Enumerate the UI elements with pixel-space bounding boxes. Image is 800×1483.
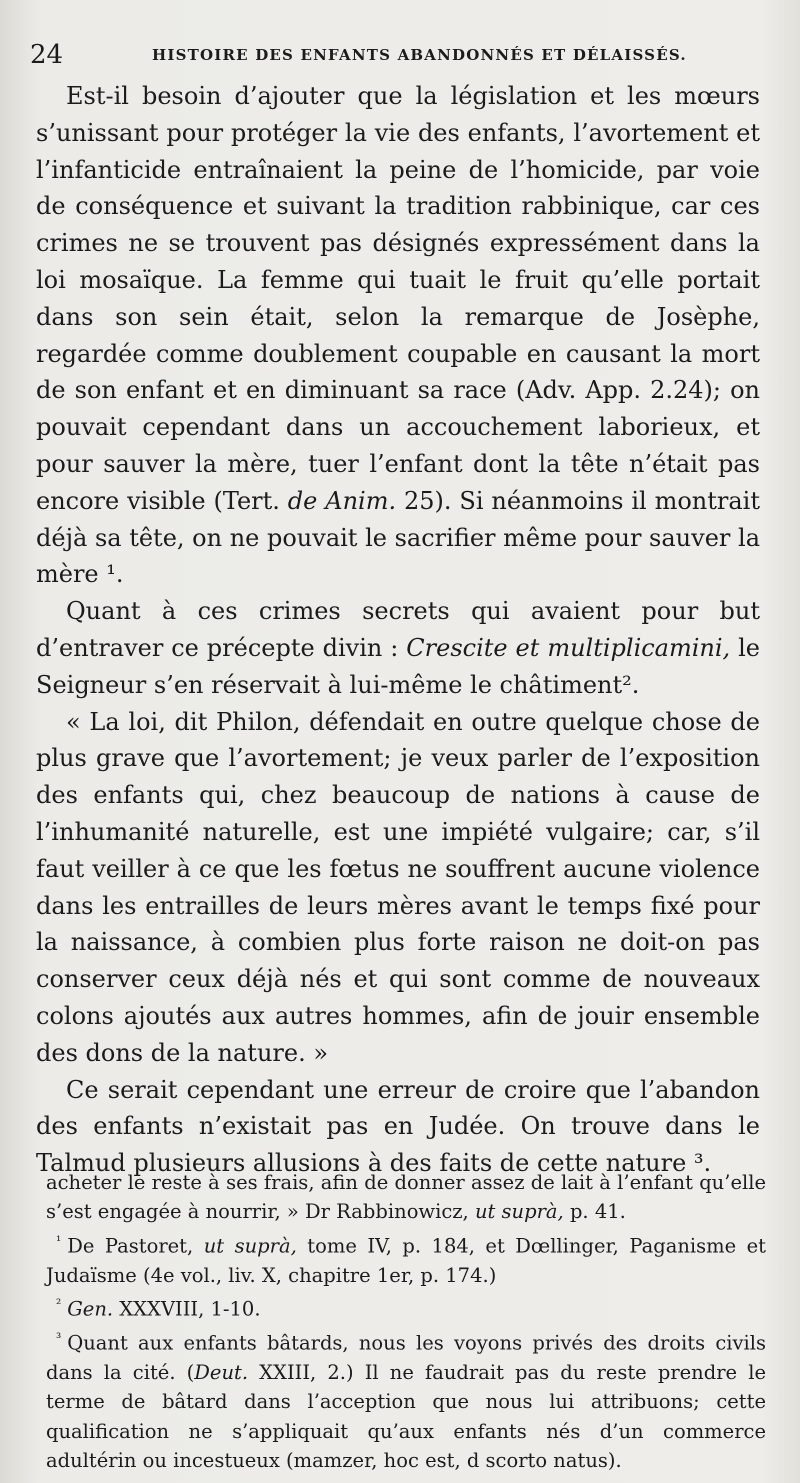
page-number: 24: [30, 40, 64, 70]
paragraph-3: [36, 704, 760, 1072]
paragraph-2-text: Quant à ces crimes secrets qui avaient pour but d’entraver ce précepte divin :: [36, 597, 760, 662]
footnote-1-text: De Pastoret,: [67, 1234, 204, 1258]
footnote-0-italic: ut suprà,: [474, 1200, 564, 1224]
footnote-1-text-cont: tome IV, p. 184, et Dœllinger, Paganisme et Judaïsme (4e vol., liv. X, chapitre 1er, p. 174.): [46, 1234, 767, 1287]
paragraph-1: [36, 78, 760, 593]
footnote-1-italic: ut suprà,: [203, 1234, 297, 1258]
paragraph-1-text-cont: 25). Si néanmoins il montrait déjà sa tête, on ne pouvait le sacrifier même pour sauver la mère ¹.: [36, 486, 761, 589]
footnotes: [46, 1168, 766, 1476]
footnote-2-text-cont: XXXVIII, 1-10.: [113, 1297, 261, 1321]
paragraph-2: [36, 593, 760, 703]
footnote-3: [46, 1324, 766, 1476]
footnote-2: [46, 1290, 766, 1324]
paragraph-2-italic: Crescite et multiplicamini,: [406, 633, 731, 662]
paragraph-4-text: Ce serait cependant une erreur de croire que l’abandon des enfants n’existait pas en Judée. On trouve dans le Talmud plusieurs allusions à des faits de cette nature ³.: [36, 1075, 760, 1178]
paragraph-1-italic: de Anim.: [287, 486, 397, 515]
paragraph-3-text: « La loi, dit Philon, défendait en outre quelque chose de plus grave que l’avortement; je veux parler de l’exposition des enfants qui, chez beaucoup de nations à cause de l’inhumanité naturelle, est une impiété vulgaire; car, s’il faut veiller à ce que les fœtus ne souffrent aucune violence dans les entrailles de leurs mères avant le temps fixé pour la naissance, à combien plus forte raison ne doit-on pas conserver ceux déjà nés et qui sont comme de nouveaux colons ajoutés aux autres hommes, afin de jouir ensemble des dons de la nature. »: [36, 707, 760, 1067]
body-text: [36, 78, 760, 1182]
footnote-1-mark: ¹: [56, 1233, 62, 1249]
footnote-2-italic: Gen.: [67, 1297, 114, 1321]
running-title: HISTOIRE DES ENFANTS ABANDONNÉS ET DÉLAISSÉS.: [152, 46, 687, 64]
page-header: [30, 40, 770, 74]
footnote-0-text-cont: p. 41.: [563, 1200, 626, 1224]
footnote-continuation: [46, 1168, 766, 1227]
paragraph-2-text-cont: le Seigneur s’en réservait à lui-même le châtiment².: [36, 633, 760, 699]
footnote-3-italic: Deut.: [194, 1360, 249, 1384]
footnote-2-mark: ²: [56, 1297, 62, 1313]
paragraph-1-text: Est-il besoin d’ajouter que la législation et les mœurs s’unissant pour protéger la vie des enfants, l’avortement et l’infanticide entraînaient la peine de l’homicide, par voie de conséquence et suivant la tradition rabbinique, car ces crimes ne se trouvent pas désignés expressément dans la loi mosaïque. La femme qui tuait le fruit qu’elle portait dans son sein était, selon la remarque de Josèphe, regardée comme doublement coupable en causant la mort de son enfant et en diminuant sa race (Adv. App. 2.24); on pouvait cependant dans un accouchement laborieux, et pour sauver la mère, tuer l’enfant dont la tête n’était pas encore visible (Tert.: [36, 82, 760, 515]
footnote-0-text: acheter le reste à ses frais, afin de donner assez de lait à l’enfant qu’elle s’est engagée à nourrir, » Dr Rabbinowicz,: [46, 1171, 766, 1224]
footnote-3-text-cont: XXIII, 2.) Il ne faudrait pas du reste prendre le terme de bâtard dans l’acception que nous lui attribuons; cette qualification ne s’appliquait qu’aux enfants nés d’un commerce adultérin ou incestueux (mamzer, hoc est, d scorto natus).: [46, 1360, 766, 1473]
footnote-3-mark: ³: [56, 1331, 62, 1347]
footnote-1: [46, 1227, 766, 1290]
paragraph-4: [36, 1072, 760, 1182]
footnote-3-text: Quant aux enfants bâtards, nous les voyons privés des droits civils dans la cité. (: [46, 1331, 766, 1384]
